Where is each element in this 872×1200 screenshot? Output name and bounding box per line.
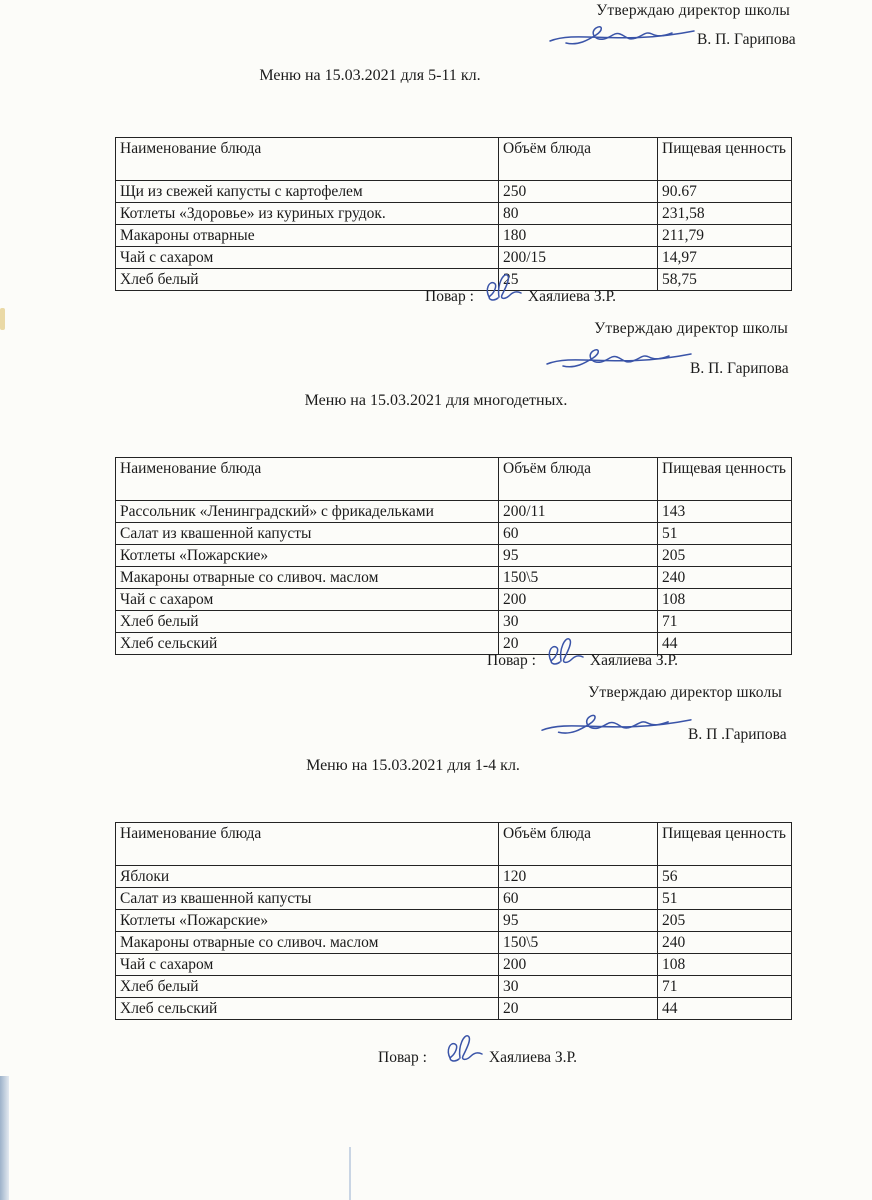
dish-volume: 30 — [499, 611, 658, 633]
dish-nutrition: 71 — [658, 611, 792, 633]
col-header-dish: Наименование блюда — [116, 458, 499, 501]
menu-title: Меню на 15.03.2021 для 1-4 кл. — [306, 757, 520, 774]
dish-name: Салат из квашенной капусты — [116, 523, 499, 545]
scan-artifact-fold-line — [349, 1147, 351, 1200]
dish-nutrition: 56 — [658, 866, 792, 888]
scan-artifact-edge-mark — [0, 308, 5, 330]
dish-nutrition: 205 — [658, 545, 792, 567]
table-row — [116, 545, 792, 567]
col-header-nutrition: Пищевая ценность — [658, 138, 792, 181]
menu-section-5-11 — [0, 0, 872, 318]
menu-section-mnogodetnye — [0, 318, 872, 682]
cook-label: Повар : — [425, 288, 474, 305]
dish-name: Котлеты «Пожарские» — [116, 545, 499, 567]
menu-title: Меню на 15.03.2021 для многодетных. — [304, 392, 568, 409]
dish-volume: 95 — [499, 910, 658, 932]
dish-nutrition: 51 — [658, 888, 792, 910]
table-row — [116, 203, 792, 225]
table-header-row — [116, 823, 792, 866]
approval-line: Утверждаю директор школы — [596, 2, 790, 19]
table-row — [116, 932, 792, 954]
dish-volume: 200/11 — [499, 501, 658, 523]
dish-volume: 180 — [499, 225, 658, 247]
cook-line — [487, 647, 678, 675]
director-signature-icon — [540, 704, 695, 746]
table-row — [116, 589, 792, 611]
table-row — [116, 181, 792, 203]
dish-volume: 150\5 — [499, 567, 658, 589]
table-row — [116, 954, 792, 976]
dish-volume: 80 — [499, 203, 658, 225]
dish-nutrition: 44 — [658, 633, 792, 655]
dish-volume: 200 — [499, 589, 658, 611]
dish-name: Котлеты «Пожарские» — [116, 910, 499, 932]
dish-name: Котлеты «Здоровье» из куриных грудок. — [116, 203, 499, 225]
cook-line — [378, 1044, 577, 1072]
table-row — [116, 567, 792, 589]
dish-nutrition: 143 — [658, 501, 792, 523]
dish-volume: 200/15 — [499, 247, 658, 269]
table-row — [116, 247, 792, 269]
dish-name: Чай с сахаром — [116, 954, 499, 976]
table-row — [116, 976, 792, 998]
menu-title: Меню на 15.03.2021 для 5-11 кл. — [259, 67, 481, 84]
cook-label: Повар : — [487, 652, 536, 669]
dish-name: Щи из свежей капусты с картофелем — [116, 181, 499, 203]
cook-name: Хаялиева З.Р. — [589, 652, 679, 669]
dish-volume: 25 — [499, 269, 658, 291]
cook-label: Повар : — [378, 1049, 427, 1066]
approval-line: Утверждаю директор школы — [594, 320, 788, 337]
dish-nutrition: 71 — [658, 976, 792, 998]
dish-name: Хлеб белый — [116, 976, 499, 998]
dish-volume: 120 — [499, 866, 658, 888]
dish-name: Яблоки — [116, 866, 499, 888]
dish-volume: 250 — [499, 181, 658, 203]
dish-nutrition: 211,79 — [658, 225, 792, 247]
dish-volume: 60 — [499, 888, 658, 910]
dish-volume: 20 — [499, 998, 658, 1020]
col-header-dish: Наименование блюда — [116, 138, 499, 181]
dish-nutrition: 240 — [658, 567, 792, 589]
dish-volume: 150\5 — [499, 932, 658, 954]
director-name: В. П. Гарипова — [690, 360, 789, 377]
table-row — [116, 866, 792, 888]
table-header-row — [116, 138, 792, 181]
dish-volume: 20 — [499, 633, 658, 655]
dish-nutrition: 58,75 — [658, 269, 792, 291]
cook-signature-icon — [479, 269, 525, 307]
table-row — [116, 611, 792, 633]
cook-name: Хаялиева З.Р. — [527, 288, 617, 305]
col-header-volume: Объём блюда — [499, 458, 658, 501]
dish-nutrition: 51 — [658, 523, 792, 545]
dish-nutrition: 108 — [658, 954, 792, 976]
dish-nutrition: 90.67 — [658, 181, 792, 203]
dish-volume: 95 — [499, 545, 658, 567]
dish-name: Хлеб сельский — [116, 998, 499, 1020]
dish-name: Макароны отварные со сливоч. маслом — [116, 567, 499, 589]
col-header-dish: Наименование блюда — [116, 823, 499, 866]
dish-name: Макароны отварные со сливоч. маслом — [116, 932, 499, 954]
scan-artifact-blue-strip — [0, 1076, 9, 1200]
table-row — [116, 523, 792, 545]
dish-name: Хлеб белый — [116, 611, 499, 633]
dish-name: Рассольник «Ленинградский» с фрикадельками — [116, 501, 499, 523]
approval-line: Утверждаю директор школы — [588, 684, 782, 701]
director-name: В. П .Гарипова — [688, 726, 787, 743]
col-header-volume: Объём блюда — [499, 138, 658, 181]
table-row — [116, 998, 792, 1020]
table-header-row — [116, 458, 792, 501]
director-name: В. П. Гарипова — [697, 31, 796, 48]
director-signature-icon — [548, 16, 698, 56]
dish-name: Хлеб сельский — [116, 633, 499, 655]
col-header-volume: Объём блюда — [499, 823, 658, 866]
menu-table — [115, 137, 792, 291]
dish-volume: 60 — [499, 523, 658, 545]
dish-nutrition: 14,97 — [658, 247, 792, 269]
dish-name: Чай с сахаром — [116, 589, 499, 611]
dish-volume: 200 — [499, 954, 658, 976]
cook-signature-icon — [440, 1030, 486, 1068]
col-header-nutrition: Пищевая ценность — [658, 823, 792, 866]
dish-nutrition: 108 — [658, 589, 792, 611]
table-row — [116, 888, 792, 910]
dish-volume: 30 — [499, 976, 658, 998]
dish-nutrition: 44 — [658, 998, 792, 1020]
menu-table — [115, 822, 792, 1020]
dish-name: Салат из квашенной капусты — [116, 888, 499, 910]
cook-signature-icon — [541, 633, 587, 671]
dish-nutrition: 231,58 — [658, 203, 792, 225]
menu-section-1-4 — [0, 682, 872, 1200]
dish-name: Макароны отварные — [116, 225, 499, 247]
cook-name: Хаялиева З.Р. — [488, 1049, 578, 1066]
dish-nutrition: 205 — [658, 910, 792, 932]
table-row — [116, 501, 792, 523]
director-signature-icon — [545, 339, 695, 379]
col-header-nutrition: Пищевая ценность — [658, 458, 792, 501]
dish-name: Чай с сахаром — [116, 247, 499, 269]
menu-table — [115, 457, 792, 655]
cook-line — [425, 283, 616, 311]
dish-nutrition: 240 — [658, 932, 792, 954]
table-row — [116, 910, 792, 932]
dish-name: Хлеб белый — [116, 269, 499, 291]
table-row — [116, 225, 792, 247]
table-row — [116, 633, 792, 655]
